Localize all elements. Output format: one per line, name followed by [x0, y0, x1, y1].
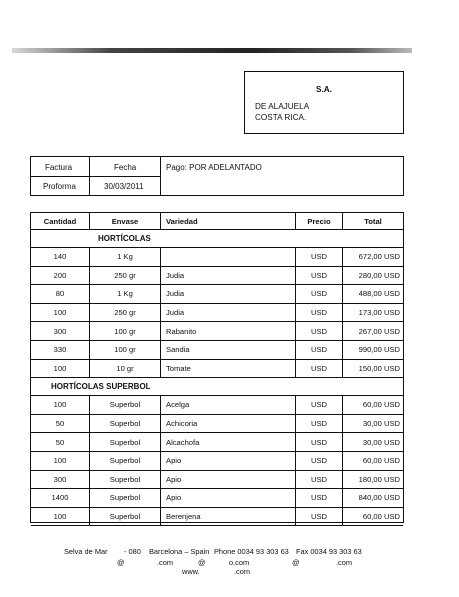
- factura-label: Factura: [45, 163, 73, 172]
- column-divider: [295, 213, 296, 229]
- cell-precio: USD: [310, 400, 328, 410]
- cell-envase: 100 gr: [114, 326, 136, 336]
- cell-precio: USD: [310, 512, 328, 522]
- cell-variedad: Rabanito: [166, 326, 197, 336]
- cell-total: 990,00 USD: [358, 345, 400, 355]
- cell-total: 30,00 USD: [362, 437, 400, 447]
- column-divider: [342, 489, 343, 507]
- cell-variedad: Achicoria: [166, 419, 198, 429]
- cell-cantidad: 80: [55, 289, 65, 299]
- column-divider: [342, 304, 343, 322]
- column-divider: [295, 304, 296, 322]
- table-row: [31, 360, 403, 379]
- cell-cantidad: 50: [55, 437, 65, 447]
- table-row: [31, 415, 403, 434]
- cell-total: 267,00 USD: [358, 326, 400, 336]
- table-row: [31, 341, 403, 360]
- column-divider: [342, 341, 343, 359]
- cell-variedad: Berenjena: [166, 512, 201, 522]
- footer-website-domain: .com: [234, 567, 251, 576]
- footer-email-domain: .com: [336, 558, 353, 567]
- column-divider: [89, 267, 90, 285]
- column-divider: [160, 285, 161, 303]
- column-divider: [160, 471, 161, 489]
- cell-variedad: Apio: [166, 474, 182, 484]
- column-divider: [160, 341, 161, 359]
- proforma-label: Proforma: [43, 182, 76, 191]
- cell-precio: USD: [310, 326, 328, 336]
- cell-envase: Superbol: [109, 400, 141, 410]
- column-divider: [295, 322, 296, 340]
- cell-precio: USD: [310, 493, 328, 503]
- column-divider: [89, 489, 90, 507]
- cell-precio: USD: [310, 437, 328, 447]
- footer-email-at: @: [198, 558, 206, 567]
- table-header-row: [31, 213, 403, 230]
- cell-variedad: Judia: [166, 308, 185, 318]
- footer-email-at: @: [117, 558, 125, 567]
- column-divider: [295, 433, 296, 451]
- table-row: [31, 267, 403, 286]
- column-divider: [160, 508, 161, 526]
- invoice-header-box: [30, 156, 404, 196]
- section-header-row: [31, 378, 403, 396]
- cell-total: 672,00 USD: [358, 252, 400, 262]
- table-row: [31, 248, 403, 267]
- cell-envase: Superbol: [109, 456, 141, 466]
- cell-variedad: Apio: [166, 456, 182, 466]
- cell-cantidad: 50: [55, 419, 65, 429]
- cell-precio: USD: [310, 419, 328, 429]
- column-divider: [89, 285, 90, 303]
- column-divider: [295, 248, 296, 266]
- cell-cantidad: 1400: [51, 493, 69, 503]
- column-divider: [295, 452, 296, 470]
- cell-total: 150,00 USD: [358, 363, 400, 373]
- top-rule-bar: [12, 48, 412, 53]
- table-row: [31, 508, 403, 527]
- cell-cantidad: 330: [53, 345, 67, 355]
- footer-street: Selva de Mar: [64, 547, 108, 556]
- column-divider: [295, 415, 296, 433]
- column-divider: [160, 267, 161, 285]
- cell-variedad: Alcachofa: [166, 437, 200, 447]
- column-divider: [89, 341, 90, 359]
- cell-variedad: Tomate: [166, 363, 191, 373]
- section-header-row: [31, 230, 403, 248]
- footer-phone: Phone 0034 93 303 63: [214, 547, 289, 556]
- column-divider: [342, 433, 343, 451]
- table-row: [31, 285, 403, 304]
- column-divider: [89, 248, 90, 266]
- cell-cantidad: 100: [53, 456, 67, 466]
- column-divider: [89, 304, 90, 322]
- cell-precio: USD: [310, 474, 328, 484]
- table-row: [31, 396, 403, 415]
- column-divider: [342, 285, 343, 303]
- cell-envase: 100 gr: [114, 345, 136, 355]
- column-divider: [295, 508, 296, 526]
- column-divider: [342, 508, 343, 526]
- column-divider: [160, 360, 161, 378]
- cell-cantidad: 300: [53, 474, 67, 484]
- column-divider: [342, 213, 343, 229]
- cell-total: 180,00 USD: [358, 474, 400, 484]
- cell-precio: USD: [310, 308, 328, 318]
- column-divider: [342, 248, 343, 266]
- cell-variedad: Judia: [166, 289, 185, 299]
- column-divider: [89, 360, 90, 378]
- cell-total: 60,00 USD: [362, 400, 400, 410]
- column-divider: [342, 452, 343, 470]
- column-divider: [89, 452, 90, 470]
- table-row: [31, 322, 403, 341]
- column-divider: [160, 248, 161, 266]
- header-divider: [31, 176, 160, 177]
- cell-envase: Superbol: [109, 419, 141, 429]
- cell-precio: USD: [310, 270, 328, 280]
- col-variedad-header: Variedad: [166, 216, 198, 226]
- footer-website: www.: [182, 567, 200, 576]
- column-divider: [295, 396, 296, 414]
- column-divider: [160, 396, 161, 414]
- column-divider: [342, 360, 343, 378]
- col-envase-header: Envase: [111, 216, 139, 226]
- footer-city: Barcelona – Spain: [149, 547, 210, 556]
- cell-envase: Superbol: [109, 437, 141, 447]
- column-divider: [89, 433, 90, 451]
- fecha-label: Fecha: [114, 163, 137, 172]
- cell-envase: Superbol: [109, 474, 141, 484]
- cell-precio: USD: [310, 252, 328, 262]
- invoice-table: [30, 212, 404, 523]
- cell-envase: 1 Kg: [117, 289, 133, 299]
- column-divider: [342, 471, 343, 489]
- table-row: [31, 433, 403, 452]
- column-divider: [89, 396, 90, 414]
- footer-email-at: @: [292, 558, 300, 567]
- column-divider: [342, 267, 343, 285]
- footer-email-domain: .com: [157, 558, 174, 567]
- section-title: HORTÍCOLAS: [98, 234, 151, 243]
- cell-total: 60,00 USD: [362, 456, 400, 466]
- column-divider: [160, 489, 161, 507]
- table-row: [31, 471, 403, 490]
- column-divider: [295, 267, 296, 285]
- cell-precio: USD: [310, 363, 328, 373]
- cell-cantidad: 100: [53, 512, 67, 522]
- address-country: COSTA RICA.: [255, 113, 307, 122]
- table-row: [31, 452, 403, 471]
- cell-envase: Superbol: [109, 493, 141, 503]
- cell-precio: USD: [310, 345, 328, 355]
- column-divider: [160, 322, 161, 340]
- column-divider: [295, 341, 296, 359]
- section-title: HORTÍCOLAS SUPERBOL: [51, 382, 151, 392]
- column-divider: [295, 285, 296, 303]
- address-box: [244, 71, 404, 134]
- cell-envase: 250 gr: [114, 308, 136, 318]
- column-divider: [160, 452, 161, 470]
- cell-total: 60,00 USD: [362, 512, 400, 522]
- cell-envase: 10 gr: [116, 363, 134, 373]
- cell-variedad: [166, 248, 291, 266]
- table-row: [31, 489, 403, 508]
- column-divider: [160, 433, 161, 451]
- column-divider: [342, 415, 343, 433]
- column-divider: [295, 471, 296, 489]
- header-divider: [160, 157, 161, 195]
- column-divider: [342, 322, 343, 340]
- address-city: DE ALAJUELA: [255, 102, 310, 111]
- column-divider: [342, 396, 343, 414]
- column-divider: [160, 304, 161, 322]
- cell-variedad: Sandia: [166, 345, 190, 355]
- table-row: [31, 304, 403, 323]
- cell-precio: USD: [310, 456, 328, 466]
- cell-variedad: Judia: [166, 270, 185, 280]
- cell-total: 30,00 USD: [362, 419, 400, 429]
- cell-total: 173,00 USD: [358, 308, 400, 318]
- footer-postcode: - 080: [124, 547, 141, 556]
- column-divider: [89, 322, 90, 340]
- column-divider: [89, 471, 90, 489]
- cell-cantidad: 300: [53, 326, 67, 336]
- col-cantidad-header: Cantidad: [43, 216, 77, 226]
- cell-variedad: Apio: [166, 493, 182, 503]
- cell-cantidad: 100: [53, 400, 67, 410]
- col-precio-header: Precio: [307, 216, 331, 226]
- cell-envase: 1 Kg: [117, 252, 133, 262]
- cell-total: 840,00 USD: [358, 493, 400, 503]
- cell-total: 280,00 USD: [358, 270, 400, 280]
- footer-email-domain: o.com: [229, 558, 250, 567]
- column-divider: [295, 360, 296, 378]
- cell-envase: 250 gr: [114, 270, 136, 280]
- cell-cantidad: 140: [53, 252, 67, 262]
- column-divider: [295, 489, 296, 507]
- column-divider: [89, 508, 90, 526]
- cell-precio: USD: [310, 289, 328, 299]
- cell-cantidad: 200: [53, 270, 67, 280]
- column-divider: [160, 415, 161, 433]
- col-total-header: Total: [364, 216, 382, 226]
- column-divider: [89, 415, 90, 433]
- column-divider: [89, 213, 90, 229]
- footer-fax: Fax 0034 93 303 63: [296, 547, 362, 556]
- cell-envase: Superbol: [109, 512, 141, 522]
- payment-terms: Pago: POR ADELANTADO: [166, 163, 262, 172]
- cell-total: 488,00 USD: [358, 289, 400, 299]
- fecha-value: 30/03/2011: [104, 182, 144, 191]
- cell-cantidad: 100: [53, 363, 67, 373]
- cell-cantidad: 100: [53, 308, 67, 318]
- column-divider: [160, 213, 161, 229]
- cell-variedad: Acelga: [166, 400, 190, 410]
- address-company: S.A.: [316, 85, 332, 94]
